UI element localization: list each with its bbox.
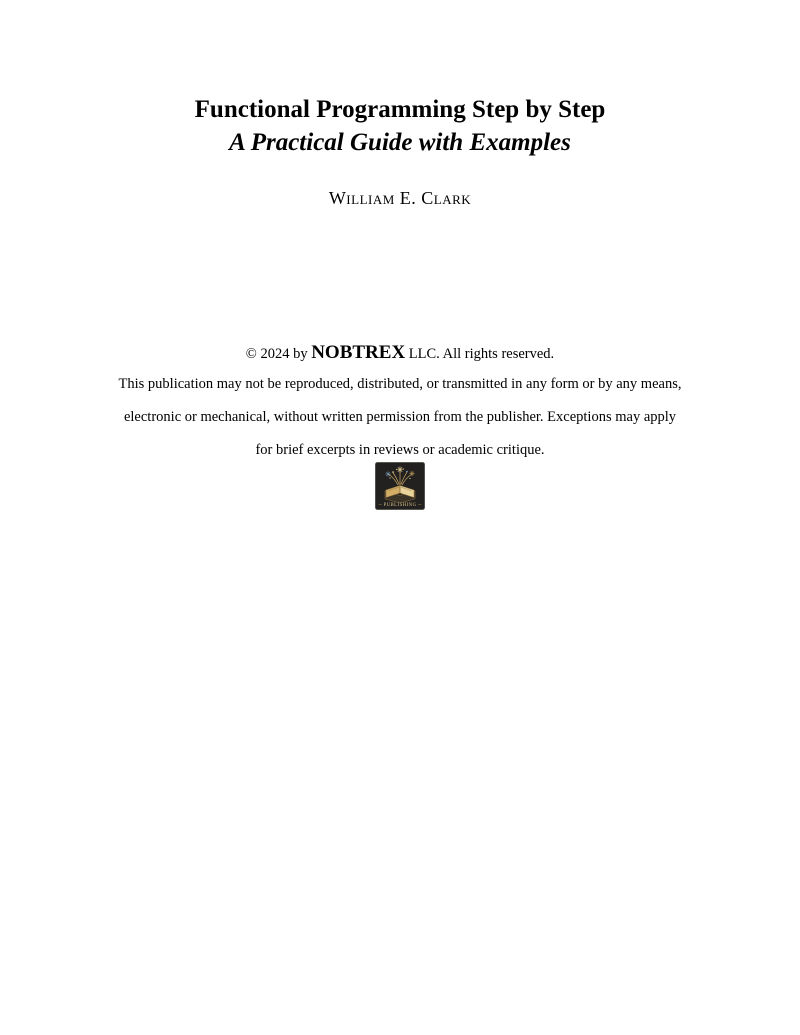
rights-notice-line: electronic or mechanical, without written permission from the publisher. Exceptions may apply <box>123 409 677 425</box>
book-title: Functional Programming Step by Step <box>194 96 606 123</box>
copyright-line <box>0 340 800 367</box>
rights-notice-line: for brief excerpts in reviews or academic critique. <box>255 442 545 458</box>
copyright-prefix: © 2024 by <box>245 346 312 362</box>
snowflake-icon <box>386 472 391 477</box>
publisher-brand: NOBTREX <box>311 342 406 363</box>
rights-notice <box>100 368 700 467</box>
publishing-label: PUBLISHING <box>383 503 417 509</box>
publisher-logo-image <box>375 462 425 510</box>
rights-notice-line: This publication may not be reproduced, distributed, or transmitted in any form or by any means, <box>118 376 682 392</box>
author-name: William E. Clark <box>328 188 472 208</box>
publishing-label-group <box>379 503 422 508</box>
book-subtitle: A Practical Guide with Examples <box>229 129 571 156</box>
book-title-block <box>0 93 800 159</box>
star-icon <box>397 467 403 473</box>
copyright-suffix: LLC. All rights reserved. <box>405 346 555 362</box>
firework-icon <box>410 471 415 476</box>
publisher-logo <box>375 462 425 510</box>
